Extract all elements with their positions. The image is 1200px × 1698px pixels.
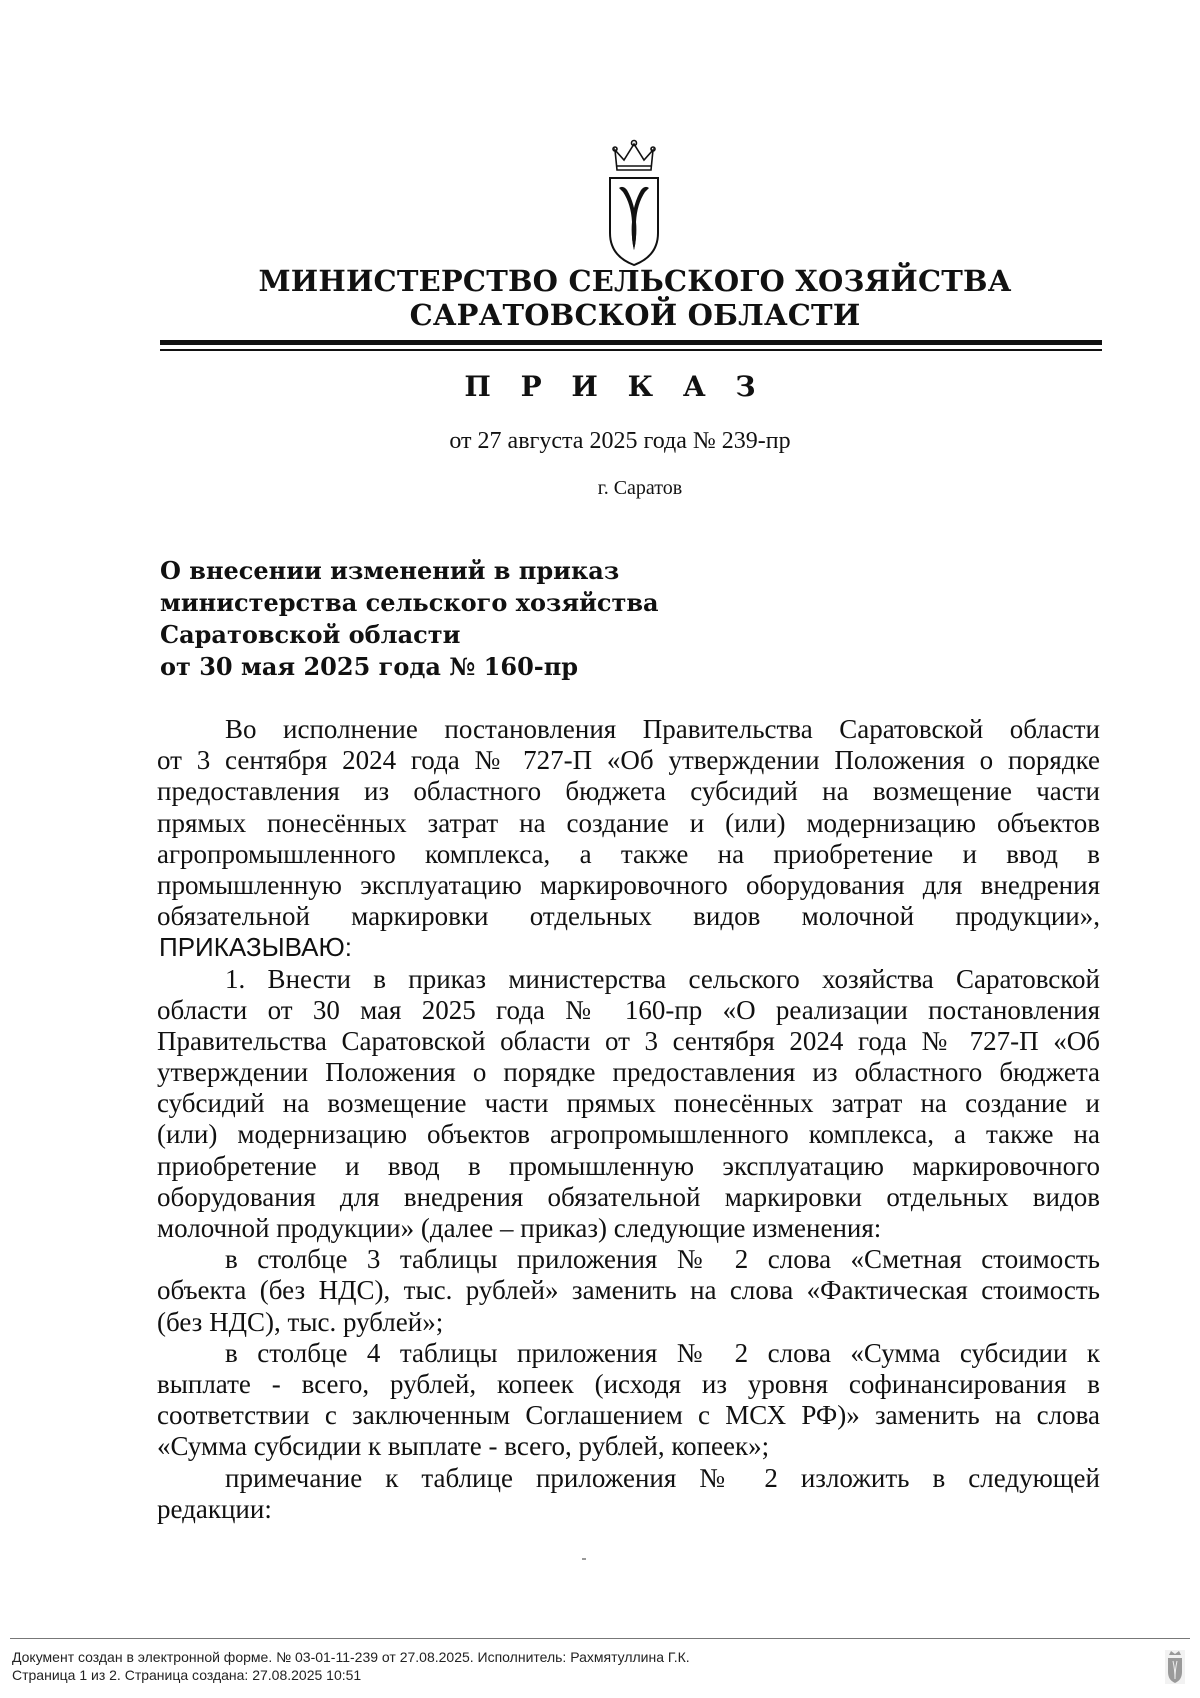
body-line: в столбце 4 таблицы приложения № 2 слова «Сумма субсидии к bbox=[225, 1337, 1100, 1368]
body-line: молочной продукции» (далее – приказ) следующие изменения: bbox=[157, 1213, 882, 1243]
body-line: «Сумма субсидии к выплате - всего, рублей, копеек»; bbox=[157, 1431, 770, 1462]
body-line: в столбце 3 таблицы приложения № 2 слова «Сметная стоимость bbox=[225, 1244, 1100, 1275]
body-line: приобретение и ввод в промышленную эксплуатацию маркировочного bbox=[157, 1150, 1100, 1181]
document-date-number: от 27 августа 2025 года № 239-пр bbox=[449, 428, 791, 454]
body-line: области от 30 мая 2025 года № 160-пр «О реализации постановления bbox=[157, 994, 1100, 1025]
body-line: от 3 сентября 2024 года № 727-П «Об утверждении Положения о порядке bbox=[157, 745, 1100, 776]
body-line: выплате - всего, рублей, копеек (исходя из уровня софинансирования в bbox=[157, 1368, 1100, 1399]
body-line: примечание к таблице приложения № 2 изложить в следующей bbox=[225, 1462, 1100, 1493]
body-line: агропромышленного комплекса, а также на приобретение и ввод в bbox=[157, 838, 1100, 869]
ministry-name-line1: МИНИСТЕРСТВО СЕЛЬСКОГО ХОЗЯЙСТВА bbox=[258, 264, 1012, 298]
body-line: прямых понесённых затрат на создание и (или) модернизацию объектов bbox=[157, 807, 1100, 838]
body-line: Правительства Саратовской области от 3 сентября 2024 года № 727-П «Об bbox=[157, 1025, 1100, 1056]
body-line: оборудования для внедрения обязательной маркировки отдельных видов bbox=[157, 1181, 1100, 1212]
footer-divider bbox=[10, 1638, 1190, 1639]
subject-line: Саратовской области bbox=[160, 620, 461, 649]
small-coat-of-arms-icon bbox=[1165, 1650, 1185, 1684]
body-line: 1. Внести в приказ министерства сельского хозяйства Саратовской bbox=[225, 963, 1100, 994]
body-line: субсидий на возмещение части прямых понесённых затрат на создание и bbox=[157, 1088, 1100, 1119]
body-line: промышленную эксплуатацию маркировочного оборудования для внедрения bbox=[157, 869, 1100, 900]
body-line: соответствии с заключенным Соглашением с МСХ РФ)» заменить на слова bbox=[157, 1400, 1100, 1431]
body-line: (без НДС), тыс. рублей»; bbox=[157, 1306, 444, 1337]
subject-line: О внесении изменений в приказ bbox=[160, 556, 620, 585]
scan-speck bbox=[582, 1558, 586, 1560]
document-footer bbox=[0, 1638, 1200, 1698]
body-line: (или) модернизацию объектов агропромышленного комплекса, а также на bbox=[157, 1119, 1100, 1150]
footer-line2: Страница 1 из 2. Страница создана: 27.08.2025 10:51 bbox=[12, 1667, 362, 1683]
document-type-title: П Р И К А З bbox=[464, 370, 766, 403]
subject-line: министерства сельского хозяйства bbox=[160, 588, 659, 617]
document-city: г. Саратов bbox=[597, 477, 683, 499]
body-line: утверждении Положения о порядке предоставления из областного бюджета bbox=[157, 1057, 1100, 1088]
footer-line1: Документ создан в электронной форме. № 03-01-11-239 от 27.08.2025. Исполнитель: Рахмятуллина Г.К. bbox=[12, 1649, 690, 1665]
document-subject bbox=[160, 555, 760, 683]
saratov-coat-of-arms-icon bbox=[605, 138, 663, 268]
body-line: объекта (без НДС), тыс. рублей» заменить на слова «Фактическая стоимость bbox=[157, 1275, 1100, 1306]
body-line: обязательной маркировки отдельных видов молочной продукции», bbox=[157, 901, 1100, 932]
body-line: редакции: bbox=[157, 1493, 272, 1524]
subject-line: от 30 мая 2025 года № 160-пр bbox=[160, 652, 579, 681]
body-line: предоставления из областного бюджета субсидий на возмещение части bbox=[157, 776, 1100, 807]
ministry-name-line2: САРАТОВСКОЙ ОБЛАСТИ bbox=[409, 298, 861, 332]
body-line-order-word: ПРИКАЗЫВАЮ: bbox=[159, 932, 352, 963]
header-divider-thin bbox=[160, 349, 1102, 351]
body-line: Во исполнение постановления Правительства Саратовской области bbox=[225, 714, 1100, 744]
header-divider-thick bbox=[160, 340, 1102, 345]
document-body bbox=[157, 714, 1100, 1525]
